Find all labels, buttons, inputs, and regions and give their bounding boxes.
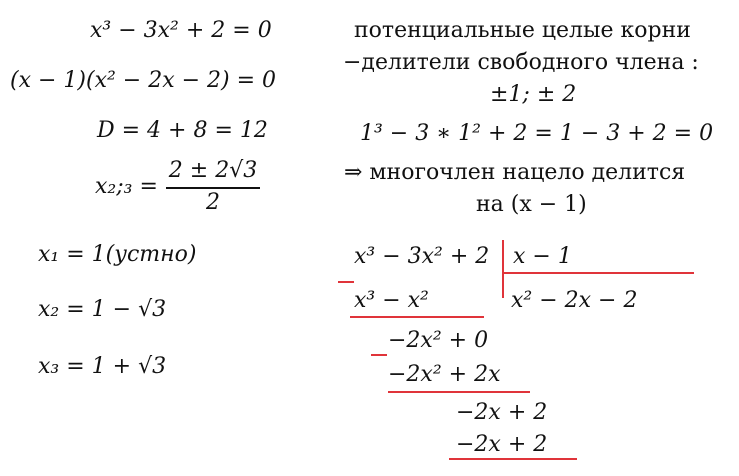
- note-line-5: ⇒ многочлен нацело делится: [344, 160, 686, 185]
- root-x2: x₂ = 1 − √3: [38, 297, 167, 322]
- division-remainder-2: −2x + 2: [456, 400, 548, 425]
- division-subtrahend-1: x³ − x²: [354, 288, 429, 313]
- division-remainder-1: −2x² + 0: [388, 328, 489, 353]
- division-subtrahend-2: −2x² + 2x: [388, 362, 501, 387]
- note-line-4: 1³ − 3 ∗ 1² + 2 = 1 − 3 + 2 = 0: [360, 121, 714, 146]
- note-line-1: потенциальные целые корни: [354, 18, 691, 43]
- note-line-2: −делители свободного члена :: [343, 50, 699, 75]
- division-dividend: x³ − 3x² + 2: [354, 244, 490, 269]
- note-line-3: ±1; ± 2: [490, 82, 577, 107]
- roots-formula-fraction: [166, 158, 260, 218]
- fraction-numerator: 2 ± 2√3: [168, 158, 258, 183]
- root-x3: x₃ = 1 + √3: [38, 354, 167, 379]
- equation-discriminant: D = 4 + 8 = 12: [97, 118, 268, 143]
- root-x1: x₁ = 1(устно): [38, 242, 197, 267]
- roots-formula-lhs: x₂;₃ =: [95, 174, 158, 199]
- division-horizontal-bar: [502, 272, 694, 274]
- underline-3: [449, 458, 577, 460]
- equation-cubic: x³ − 3x² + 2 = 0: [90, 18, 272, 43]
- subtract-mark-2: [371, 354, 387, 356]
- division-quotient: x² − 2x − 2: [511, 288, 638, 313]
- underline-2: [388, 391, 530, 393]
- note-line-6: на (x − 1): [476, 192, 587, 217]
- division-subtrahend-3: −2x + 2: [456, 432, 548, 457]
- fraction-denominator: 2: [206, 190, 220, 215]
- division-vertical-bar: [502, 240, 504, 298]
- division-divisor: x − 1: [513, 244, 572, 269]
- underline-1: [350, 316, 484, 318]
- equation-factored: (x − 1)(x² − 2x − 2) = 0: [10, 68, 277, 93]
- fraction-bar: [166, 187, 260, 189]
- subtract-mark-1: [338, 281, 354, 283]
